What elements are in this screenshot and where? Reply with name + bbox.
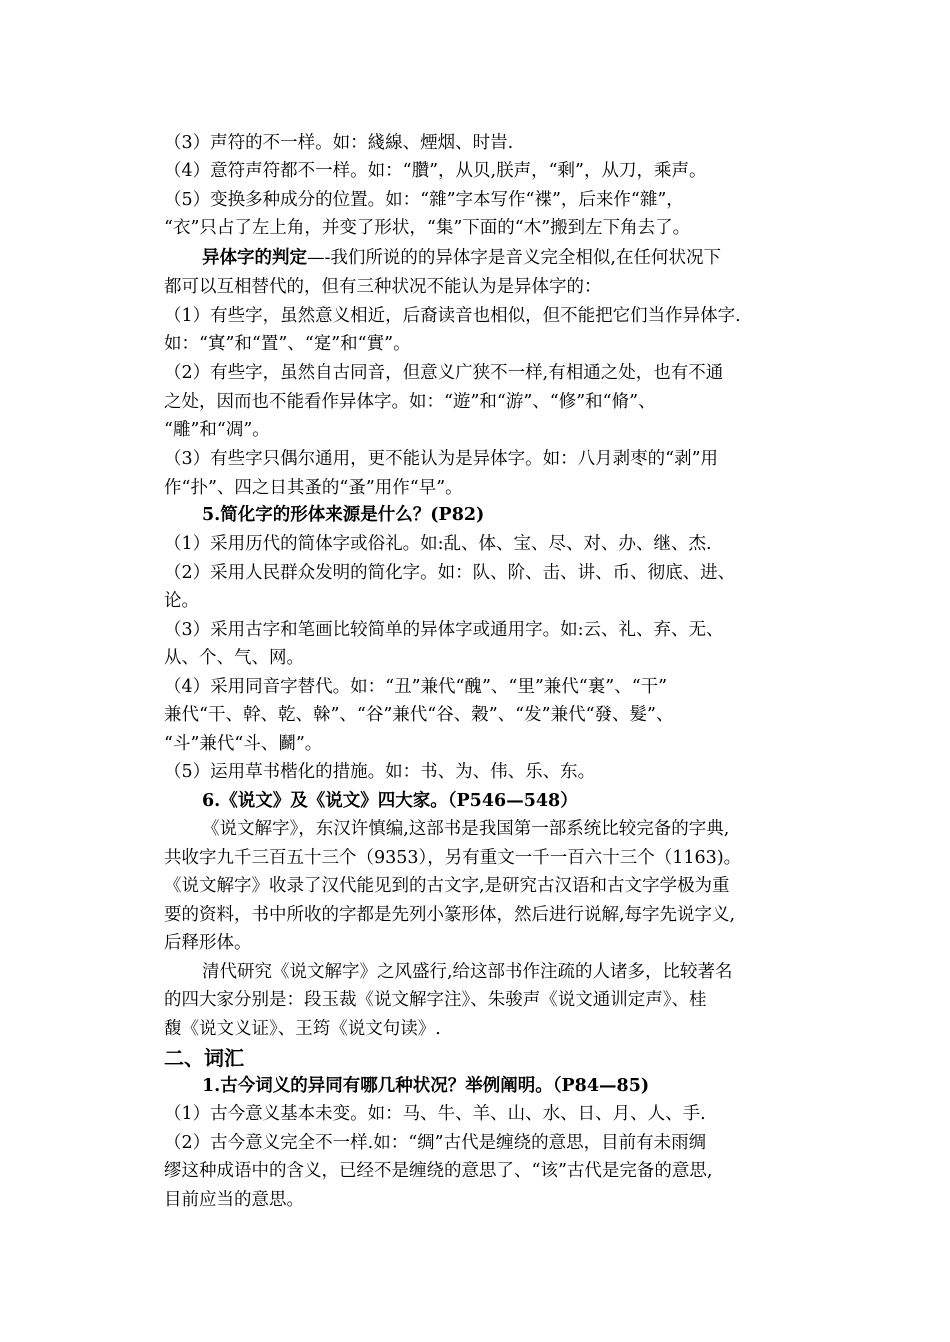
text-line: “斗”兼代“斗、鬬”。 bbox=[164, 734, 323, 754]
text-line: （5）变换多种成分的位置。如：“雜”字本写作“褋”，后来作“雜”， bbox=[164, 190, 684, 210]
text-line: 后释形体。 bbox=[164, 933, 252, 953]
text-line: 共收字九千三百五十三个（9353），另有重文一千一百六十三个（1163)。 bbox=[164, 848, 742, 868]
text-line: （4）采用同音字替代。如：“丑”兼代“醜”、“里”兼代“裏”、“干” bbox=[164, 677, 668, 697]
variant-definition-title: 异体字的判定 bbox=[202, 248, 307, 268]
section-heading-simplified-sources: 5.简化字的形体来源是什么？(P82) bbox=[202, 505, 485, 525]
text-line: （4）意符声符都不一样。如：“臢”，从贝,朕声，“剩”，从刀，乘声。 bbox=[164, 161, 707, 181]
text-line: “雕”和“凋”。 bbox=[164, 420, 270, 440]
text-line: 如：“寘”和“置”、“寔”和“實”。 bbox=[164, 334, 411, 354]
section-heading-shuowen: 6.《说文》及《说文》四大家。（P546—548） bbox=[202, 791, 578, 811]
text-line: （5）运用草书楷化的措施。如：书、为、伟、乐、东。 bbox=[164, 762, 596, 782]
text-line: “衣”只占了左上角，并变了形状，“集”下面的“木”搬到左下角去了。 bbox=[164, 218, 691, 238]
variant-definition-line bbox=[202, 244, 802, 272]
section-heading-vocabulary: 二、词汇 bbox=[164, 1046, 244, 1070]
text-line: 清代研究《说文解字》之风盛行,给这部书作注疏的人诸多，比较著名 bbox=[202, 962, 733, 982]
text-line: （1）有些字，虽然意义相近，后裔读音也相似，但不能把它们当作异体字. bbox=[164, 306, 741, 326]
text-line: （3）声符的不一样。如：綫線、煙烟、时旹. bbox=[164, 133, 514, 153]
question-heading-word-meaning: 1.古今词义的异同有哪几种状况？举例阐明。（P84—85) bbox=[202, 1076, 650, 1096]
text-line: 《说文解字》收录了汉代能见到的古文字,是研究古汉语和古文字学极为重 bbox=[164, 876, 730, 896]
text-line: 《说文解字》，东汉许慎编,这部书是我国第一部系统比较完备的字典, bbox=[202, 819, 730, 839]
text-line: 的四大家分别是：段玉裁《说文解字注》、朱骏声《说文通训定声》、桂 bbox=[164, 990, 707, 1010]
text-line: 之处，因而也不能看作异体字。如：“遊”和“游”、“修”和“脩”、 bbox=[164, 392, 656, 412]
text-line: 目前应当的意思。 bbox=[164, 1190, 304, 1210]
text-line: 论。 bbox=[164, 591, 199, 611]
text-line: （2）有些字，虽然自古同音，但意义广狭不一样,有相通之处，也有不通 bbox=[164, 363, 724, 383]
text-line: （1）采用历代的简体字或俗礼。如:乱、体、宝、尽、对、办、继、杰. bbox=[164, 534, 712, 554]
text-line: 馥《说文义证》、王筠《说文句读》. bbox=[164, 1019, 441, 1039]
variant-definition-text: —-我们所说的的异体字是音义完全相似,在任何状况下 bbox=[307, 248, 721, 268]
text-line: 兼代“干、幹、乾、榦”、“谷”兼代“谷、穀”、“发”兼代“發、髮”、 bbox=[164, 705, 674, 725]
text-line: （1）古今意义基本未变。如：马、牛、羊、山、水、日、月、人、手. bbox=[164, 1104, 706, 1124]
text-line: 作“扑”、四之日其蚤的“蚤”用作“早”。 bbox=[164, 478, 463, 498]
text-line: （3）采用古字和笔画比较简单的异体字或通用字。如:云、礼、弃、无、 bbox=[164, 620, 724, 640]
text-line: （3）有些字只偶尔通用，更不能认为是异体字。如：八月剥枣的“剥”用 bbox=[164, 449, 719, 469]
text-line: （2）采用人民群众发明的简化字。如：队、阶、击、讲、币、彻底、进、 bbox=[164, 563, 736, 583]
text-line: （2）古今意义完全不一样.如：“绸”古代是缠绕的意思，目前有未雨绸 bbox=[164, 1133, 707, 1153]
text-line: 缪这种成语中的含义，已经不是缠绕的意思了、“该”古代是完备的意思, bbox=[164, 1161, 713, 1181]
text-line: 从、个、气、网。 bbox=[164, 648, 304, 668]
text-line: 要的资料，书中所收的字都是先列小篆形体，然后进行说解,每字先说字义, bbox=[164, 905, 736, 925]
text-line: 都可以互相替代的，但有三种状况不能认为是异体字的： bbox=[164, 277, 602, 297]
